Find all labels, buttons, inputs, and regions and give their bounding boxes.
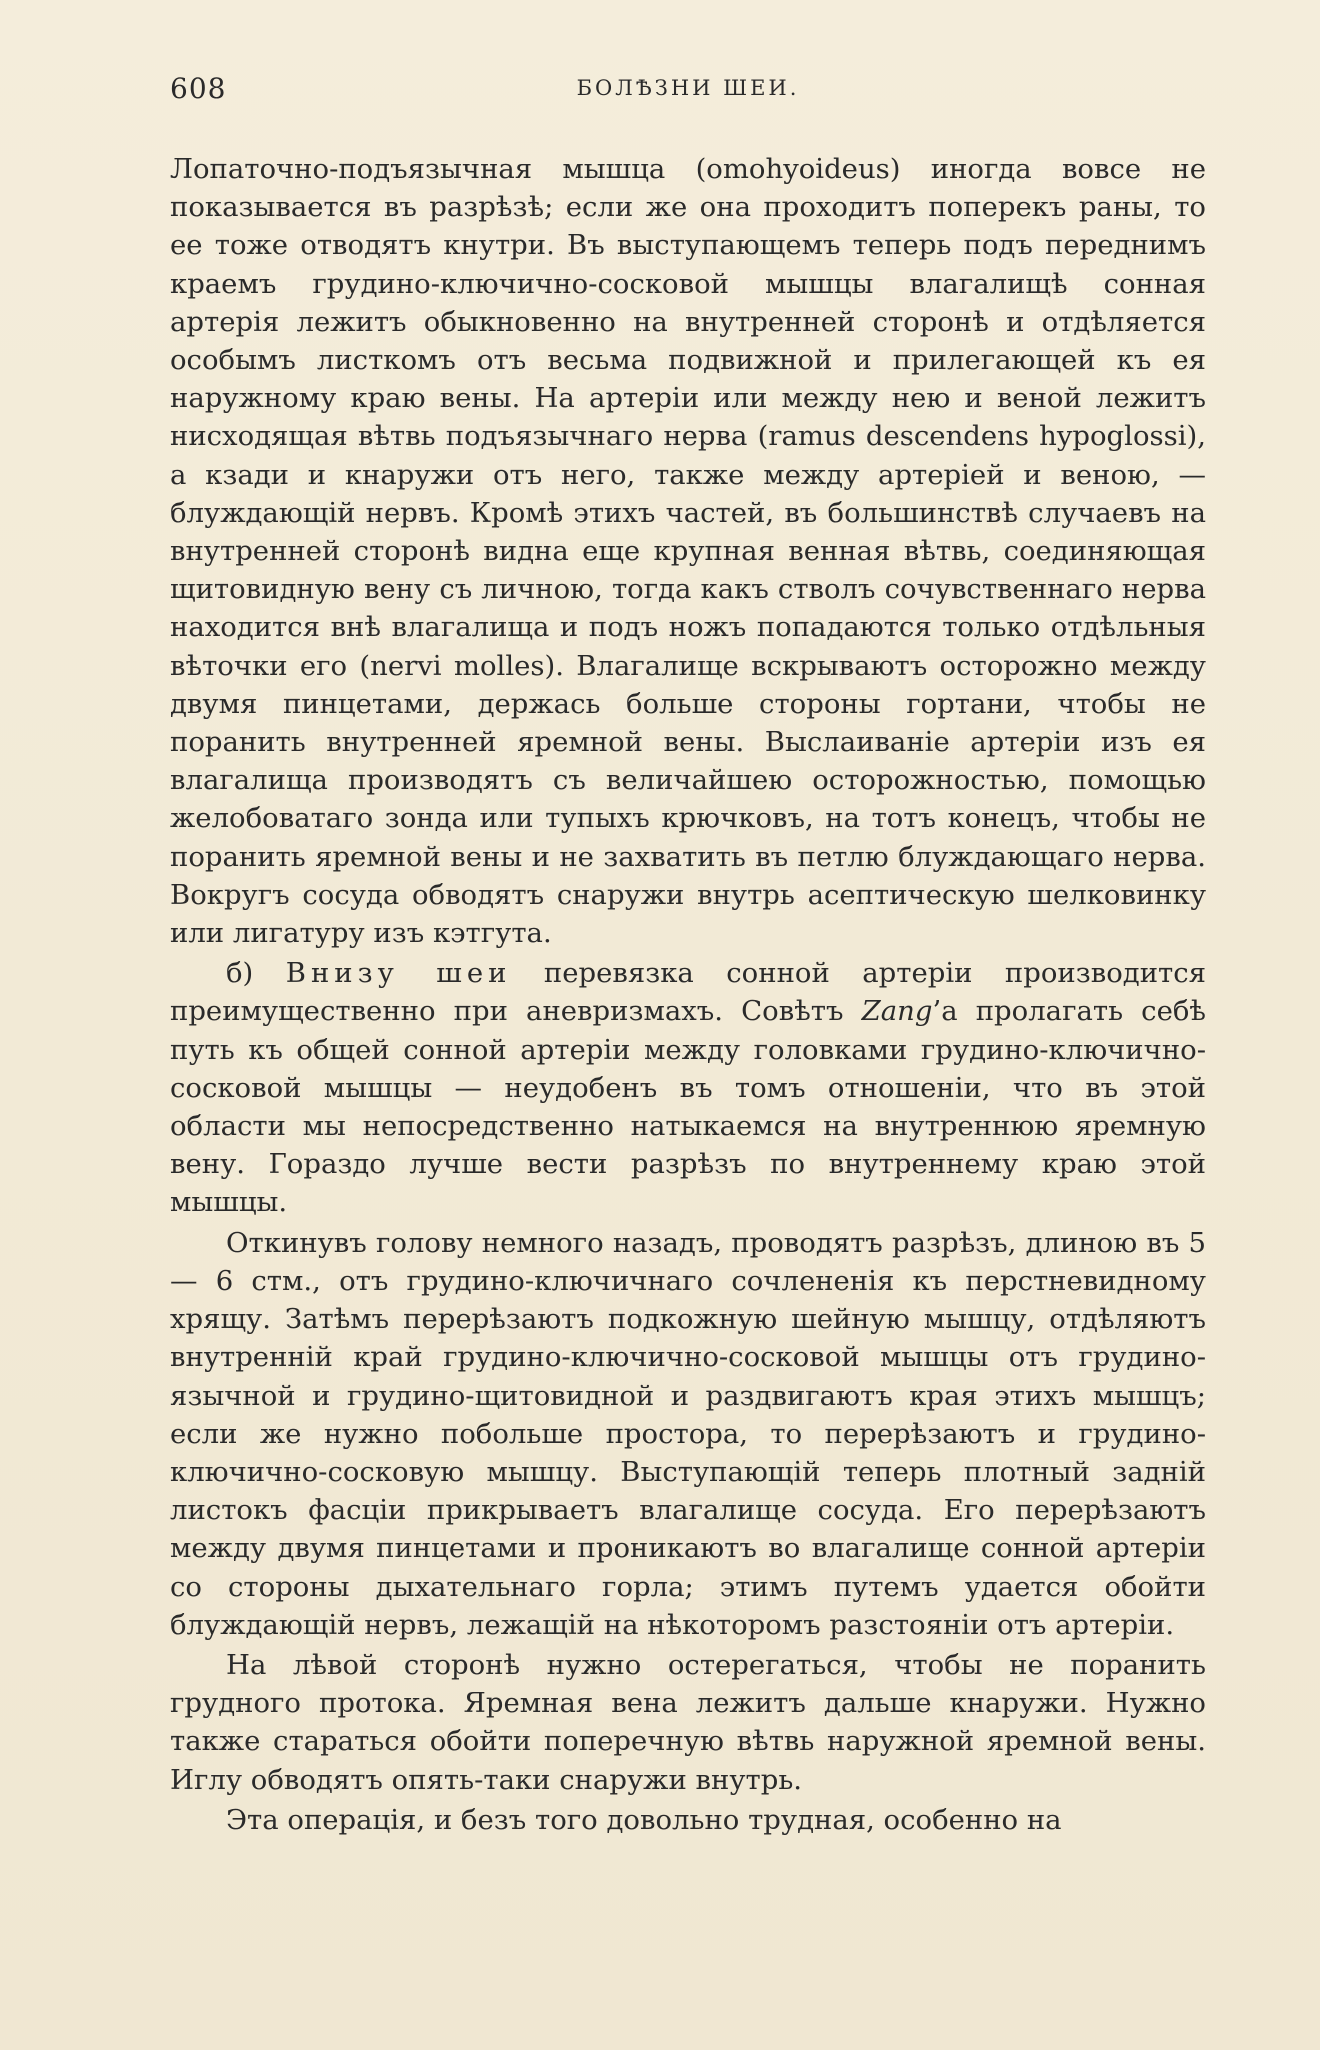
page-number: 608 <box>170 72 227 105</box>
page-header <box>170 72 1206 112</box>
paragraph: На лѣвой сторонѣ нужно остерегаться, чтобы не поранить грудного протока. Яремная вена лежитъ дальше кнаружи. Нужно также стараться обойти поперечную вѣтвь наружной яремной вены. Иглу обводятъ опять-таки снаружи внутрь. <box>170 1648 1206 1796</box>
paragraph-neck-lower <box>170 954 1206 1221</box>
paragraph: Лопаточно-подъязычная мышца (omohyoideus) иногда вовсе не показывается въ разрѣзѣ; если же она проходитъ поперекъ раны, то ее тоже отводятъ кнутри. Въ выступающемъ теперь подъ переднимъ краемъ грудино-ключично-сосковой мышцы влагалищѣ сонная артерія лежитъ обыкновенно на внутренней сторонѣ и отдѣляется особымъ листкомъ отъ весьма подвижной и прилегающей къ ея наружному краю вены. На артеріи или между нею и веной лежитъ нисходящая вѣтвь подъязычнаго нерва (ramus descendens hypoglossi), а кзади и кнаружи отъ него, также между артеріей и веною, — блуждающій нервъ. Кромѣ этихъ частей, въ большинствѣ случаевъ на внутренней сторонѣ видна еще крупная венная вѣтвь, соединяющая щитовидную вену съ личною, тогда какъ стволъ сочувственнаго нерва находится внѣ влагалища и подъ ножъ попадаются только отдѣльныя вѣточки его (nervi molles). Влагалище вскрываютъ осторожно между двумя пинцетами, держась больше стороны гортани, чтобы не поранить внутренней яремной вены. Выслаиваніе артеріи изъ ея влагалища производятъ съ величайшею осторожностью, помощью желобоватаго зонда или тупыхъ крючковъ, на тотъ конецъ, чтобы не поранить яремной вены и не захватить въ петлю блуждающаго нерва. Вокругъ сосуда обводятъ снаружи внутрь асептическую шелковинку или лигатуру изъ кэтгута. <box>170 153 1206 950</box>
paragraph: Откинувъ голову немного назадъ, проводятъ разрѣзъ, длиною въ 5 — 6 стм., отъ грудино-ключичнаго сочлененія къ перстневидному хрящу. Затѣмъ перерѣзаютъ подкожную шейную мышцу, отдѣляютъ внутренній край грудино-ключично-сосковой мышцы отъ грудино-язычной и грудино-щитовидной и раздвигаютъ края этихъ мышцъ; если же нужно побольше простора, то перерѣзаютъ и грудино-ключично-сосковую мышцу. Выступающій теперь плотный задній листокъ фасціи прикрываетъ влагалище сосуда. Его перерѣзаютъ между двумя пинцетами и проникаютъ во влагалище сонной артеріи со стороны дыхательнаго горла; этимъ путемъ удается обойти блуждающій нервъ, лежащій на нѣкоторомъ разстояніи отъ артеріи. <box>170 1226 1206 1641</box>
paragraph-lead: б) <box>226 957 286 990</box>
paragraph-text: ’а пролагать себѣ путь къ общей сонной артеріи между головками грудино-ключично-сосковой мышцы — неудобенъ въ томъ отношеніи, что въ этой области мы непосредственно натыкаемся на внутреннюю яремную вену. Гораздо лучше вести разрѣзъ по внутреннему краю этой мышцы. <box>170 995 1206 1219</box>
paragraph-text: перевязка сонной артеріи производится преимущественно при аневризмахъ. Совѣтъ <box>170 957 1207 1028</box>
paragraph: Эта операція, и безъ того довольно трудная, особенно на <box>226 1803 1062 1836</box>
spaced-heading: Внизу шеи <box>285 957 512 990</box>
running-title: БОЛѢЗНИ ШЕИ. <box>576 76 800 100</box>
body-text <box>170 150 1206 1839</box>
author-name: Zang <box>861 995 933 1028</box>
